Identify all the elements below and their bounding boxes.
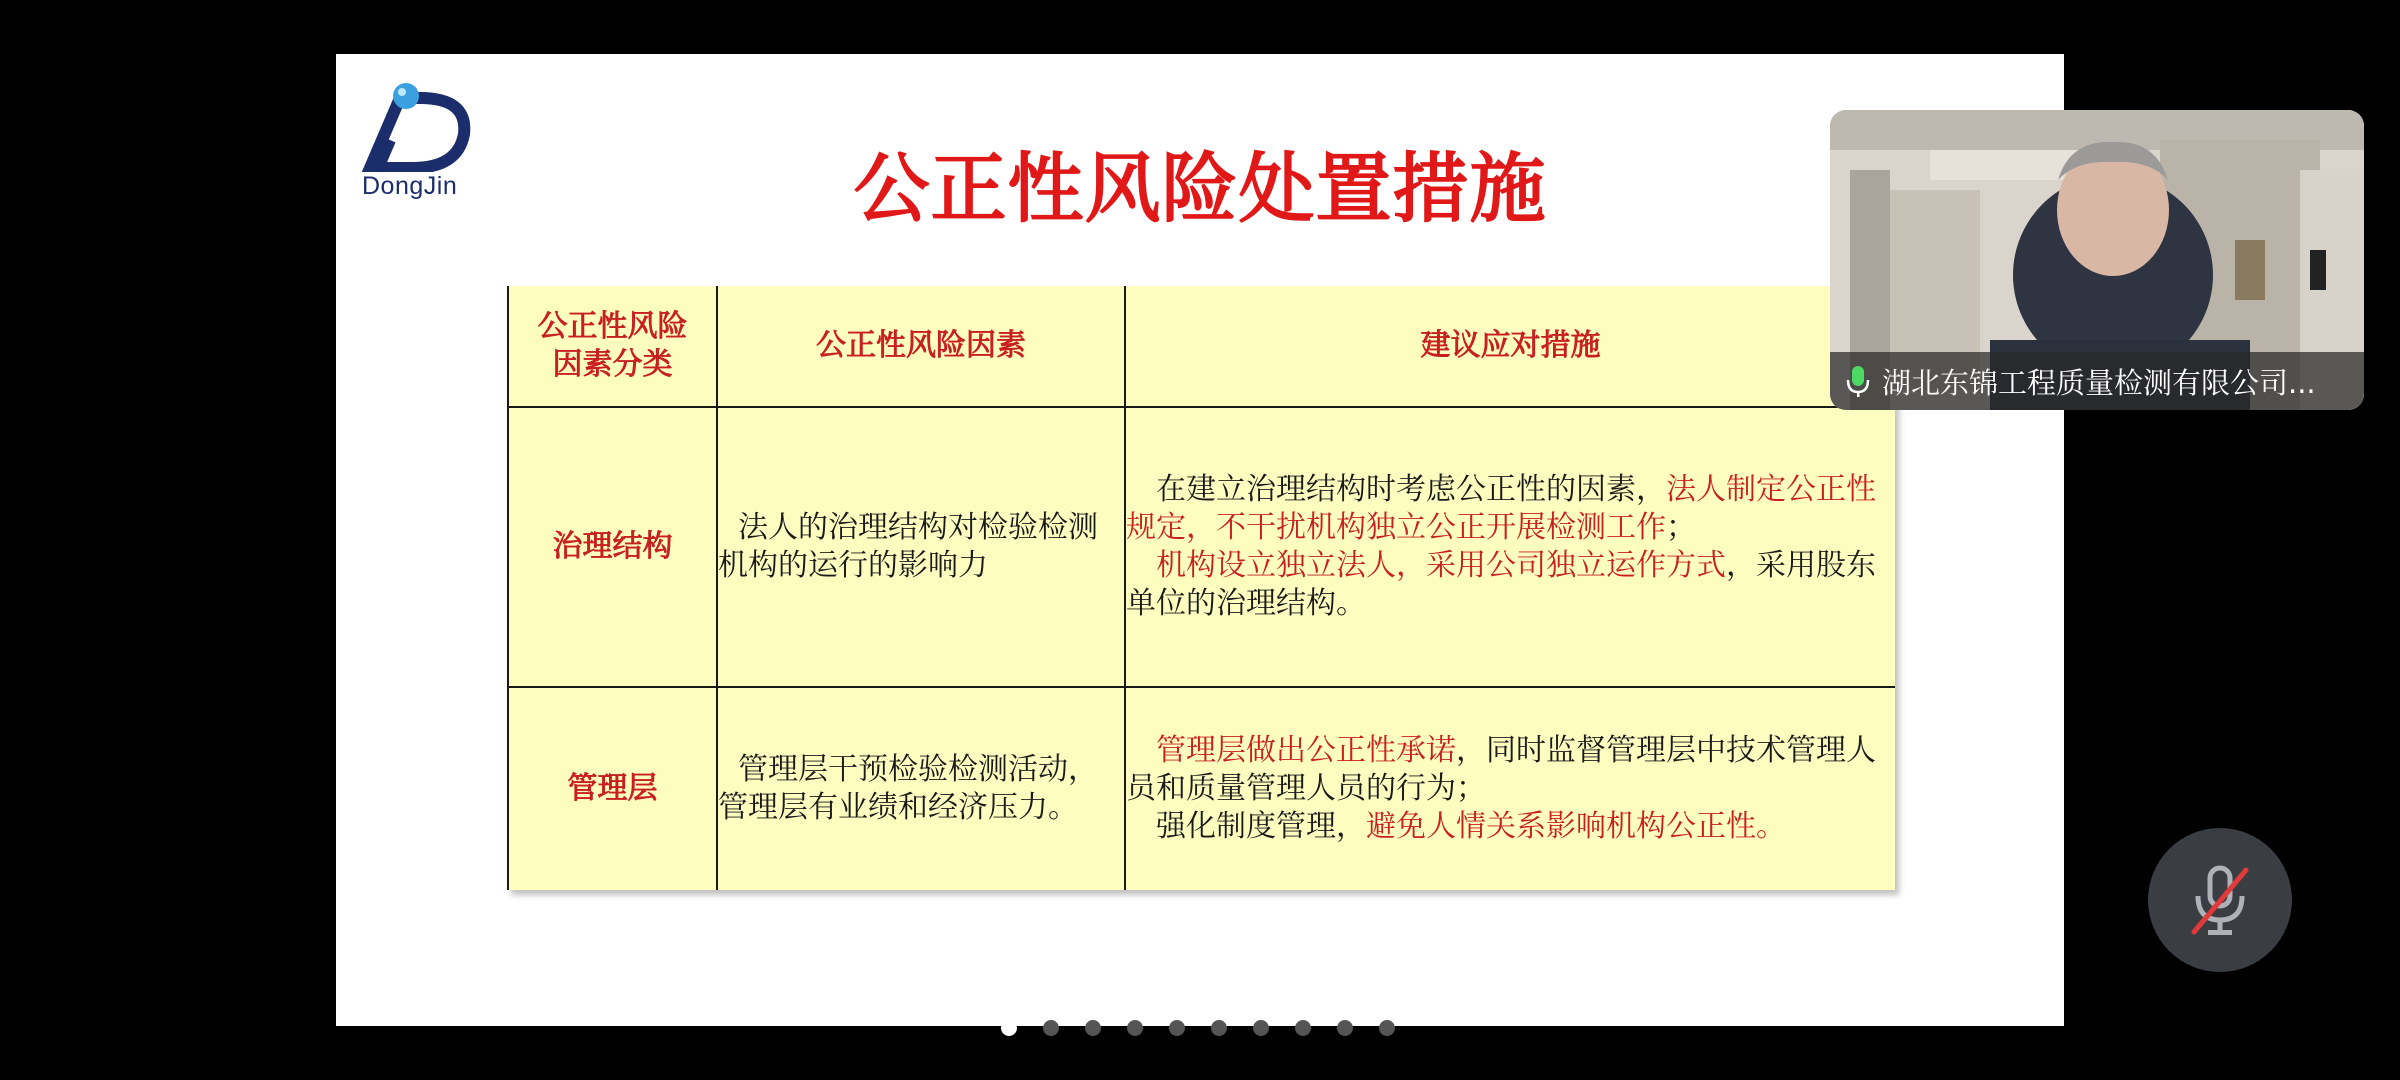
pagination-dot[interactable]	[1127, 1020, 1143, 1036]
row2-category: 管理层	[567, 771, 658, 806]
microphone-icon	[1846, 364, 1870, 398]
row1-measure-p1-red: 法人制定公正性规定，不干扰机构独立公正开展检测工作	[1126, 472, 1876, 545]
pagination-dot[interactable]	[1085, 1020, 1101, 1036]
microphone-muted-icon	[2188, 862, 2252, 938]
row2-measure-para1	[1126, 732, 1895, 808]
slide-title: 公正性风险处置措施	[853, 144, 1547, 233]
row1-measure-para2	[1126, 547, 1895, 623]
row2-factor-line1: 管理层干预检验检测活动，	[738, 752, 1098, 787]
pagination-dot[interactable]	[1295, 1020, 1311, 1036]
participant-video-tile[interactable]	[1830, 110, 2364, 410]
row1-measure-p1-end: ；	[1666, 510, 1696, 545]
pagination-dot[interactable]	[1337, 1020, 1353, 1036]
pagination-dot[interactable]	[1169, 1020, 1185, 1036]
pagination-dot[interactable]	[1043, 1020, 1059, 1036]
risk-table	[507, 286, 1895, 890]
slide-pagination	[1001, 1020, 1421, 1036]
mute-toggle-button[interactable]	[2148, 828, 2292, 972]
row2-measure-p1-red: 管理层做出公正性承诺	[1156, 733, 1456, 768]
pagination-dot[interactable]	[1001, 1020, 1017, 1036]
participant-name-bar	[1830, 352, 2364, 410]
row1-measure-p1-black: 在建立治理结构时考虑公正性的因素，	[1156, 472, 1666, 507]
row2-factor-line2: 管理层有业绩和经济压力。	[718, 790, 1078, 825]
row2-measure-p2-black: 强化制度管理，	[1156, 809, 1366, 844]
row2-measure-p2-red: 避免人情关系影响机构公正性。	[1366, 809, 1786, 844]
row2-measure-para2	[1126, 808, 1895, 846]
pagination-dot[interactable]	[1253, 1020, 1269, 1036]
row2-factor	[718, 688, 1124, 890]
row1-measure-p2-black: ，采用股东单位的治理结构。	[1126, 548, 1876, 621]
header-category-line1: 公正性风险	[537, 309, 688, 344]
row1-category: 治理结构	[552, 529, 673, 564]
row1-measure-para1	[1126, 471, 1895, 547]
participant-name: 湖北东锦工程质量检测有限公司...	[1882, 365, 2316, 400]
row2-measure-p1-black: ，同时监督管理层中技术管理人员和质量管理人员的行为；	[1126, 733, 1876, 806]
row1-factor	[718, 408, 1124, 686]
row1-factor-line1: 法人的治理结构对检验检测	[738, 510, 1098, 545]
pagination-dot[interactable]	[1211, 1020, 1227, 1036]
header-category-line2: 因素分类	[552, 347, 673, 382]
shared-slide	[336, 54, 2064, 1026]
table-header-factor: 公正性风险因素	[816, 328, 1026, 363]
logo-text: DongJin	[362, 172, 458, 200]
table-header-measure: 建议应对措施	[1420, 328, 1601, 363]
row1-measure	[1126, 408, 1895, 686]
pagination-dot[interactable]	[1379, 1020, 1395, 1036]
row1-measure-p2-red: 机构设立独立法人，采用公司独立运作方式	[1156, 548, 1726, 583]
row1-factor-line2: 机构的运行的影响力	[718, 548, 988, 583]
table-header-category	[509, 286, 716, 406]
row2-measure	[1126, 688, 1895, 890]
